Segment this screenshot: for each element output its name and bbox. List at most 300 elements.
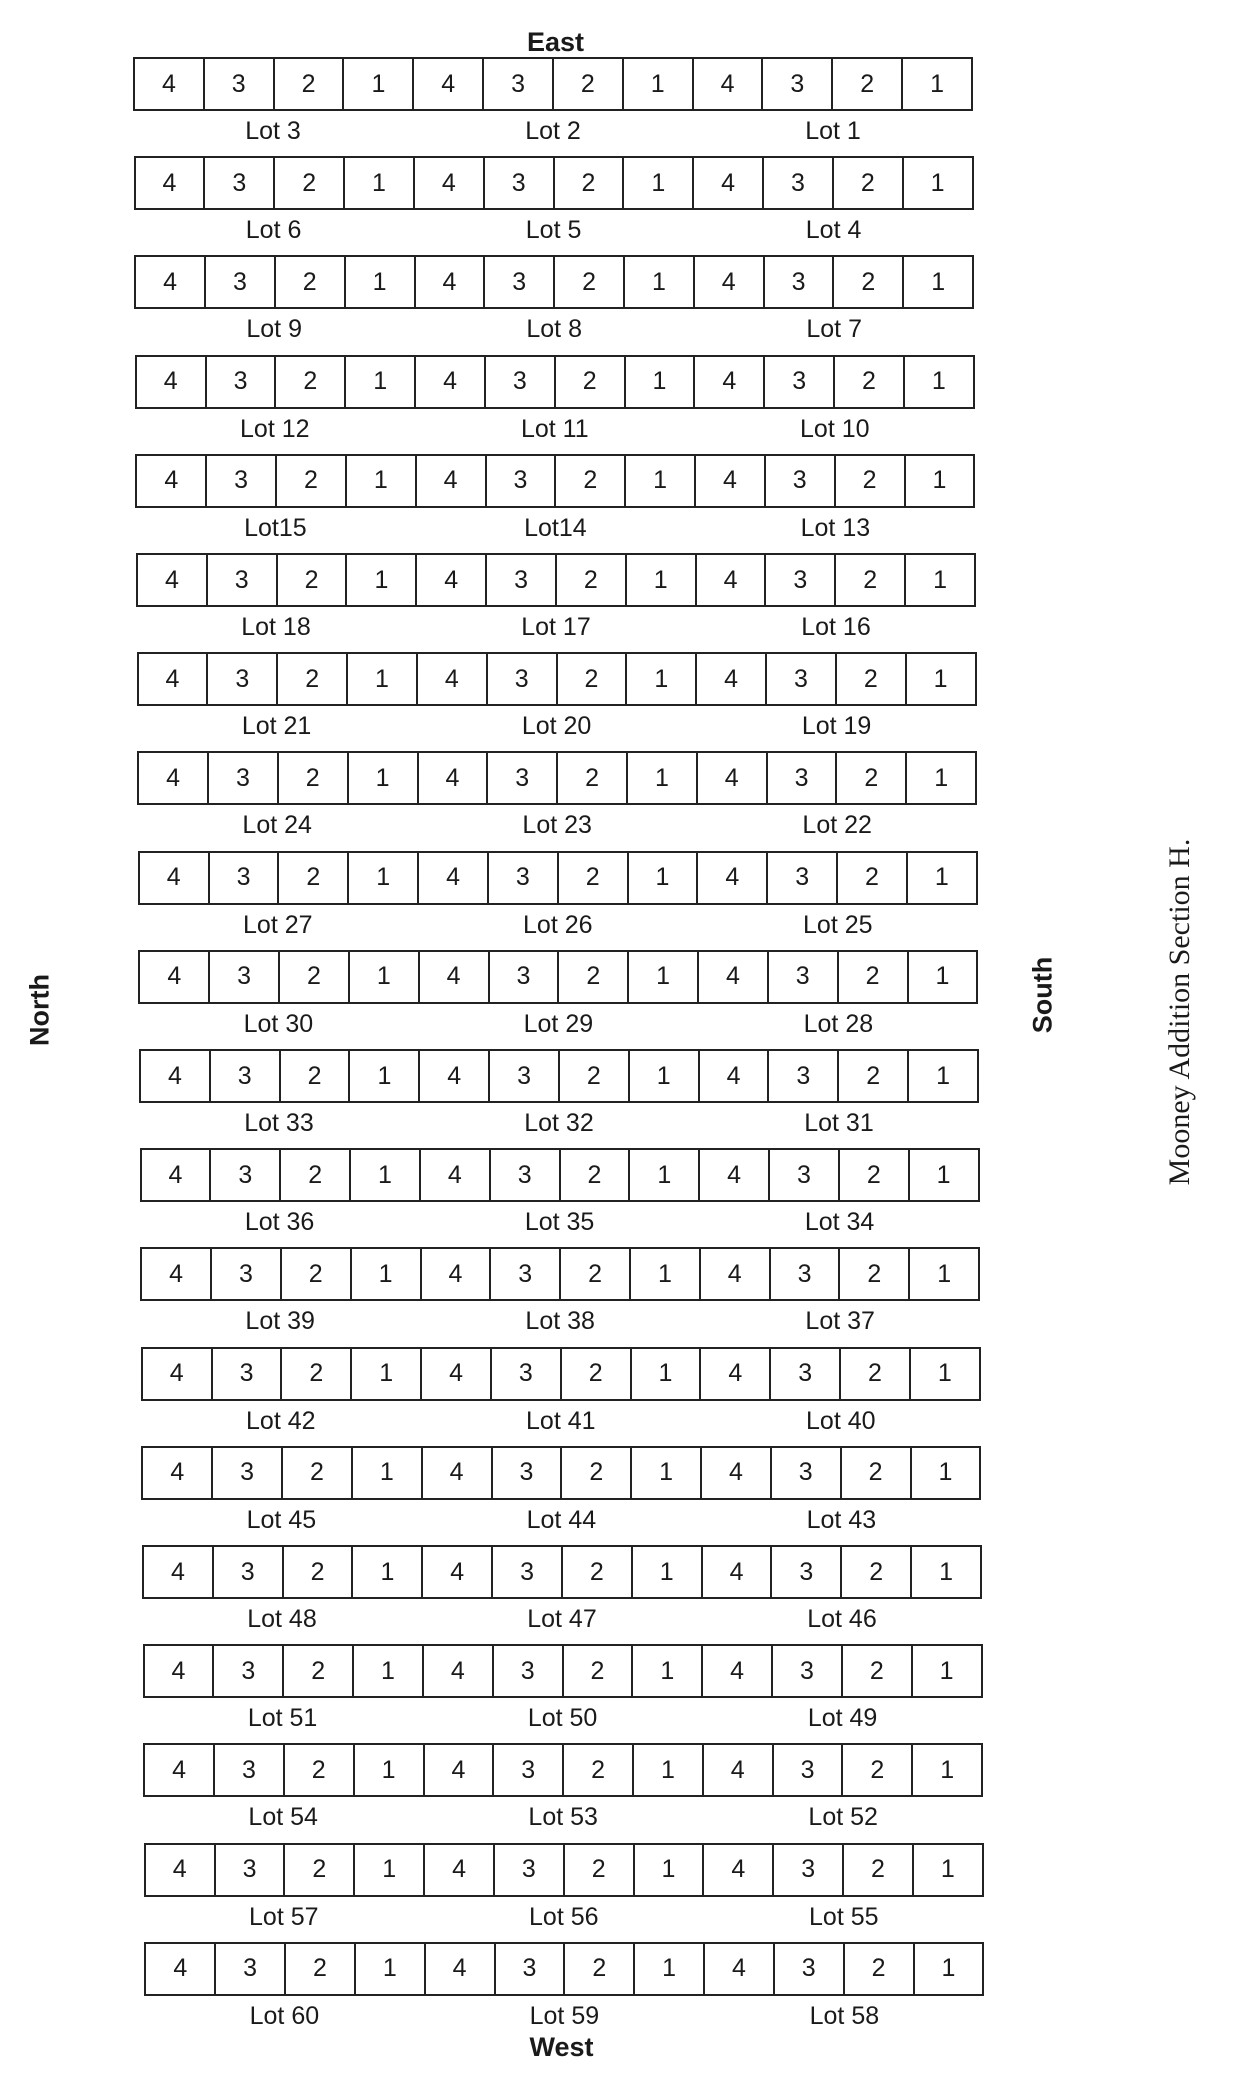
lot-label: Lot 46: [807, 1605, 877, 1633]
parcel-cell: 2: [835, 357, 905, 407]
lot-row: [141, 1446, 981, 1545]
parcel-strip: [137, 751, 977, 805]
parcel-cell: 2: [564, 1745, 634, 1795]
parcel-cell: 4: [137, 456, 207, 506]
lot-label: Lot 42: [246, 1406, 316, 1435]
parcel-cell: 2: [276, 257, 346, 307]
parcel-cell: 3: [773, 1646, 843, 1696]
parcel-cell: 1: [346, 357, 416, 407]
parcel-cell: 4: [705, 1944, 775, 1994]
parcel-cell: 4: [143, 1349, 213, 1399]
parcel-cell: 1: [632, 1448, 702, 1498]
parcel-cell: 1: [630, 1150, 700, 1200]
parcel-cell: 4: [419, 753, 489, 803]
lot-label: Lot 16: [801, 613, 871, 641]
parcel-cell: 4: [704, 1745, 774, 1795]
parcel-cell: 2: [842, 1547, 912, 1597]
parcel-cell: 3: [491, 1249, 561, 1299]
parcel-cell: 1: [356, 1944, 426, 1994]
compass-label-north: North: [24, 974, 55, 1046]
parcel-strip: [133, 57, 973, 111]
parcel-strip: [142, 1545, 982, 1599]
parcel-cell: 3: [216, 1845, 286, 1895]
parcel-cell: 4: [696, 456, 766, 506]
parcel-cell: 3: [766, 456, 836, 506]
parcel-cell: 2: [278, 555, 348, 605]
lot-label: Lot 38: [525, 1307, 595, 1336]
parcel-cell: 3: [492, 1349, 562, 1399]
parcel-cell: 3: [210, 853, 280, 903]
lot-label: Lot 43: [806, 1505, 877, 1534]
parcel-cell: 1: [346, 257, 416, 307]
parcel-cell: 4: [416, 357, 486, 407]
lot-label: Lot 12: [240, 414, 310, 443]
parcel-cell: 4: [699, 952, 769, 1002]
parcel-cell: 4: [417, 456, 487, 506]
lot-label-row: [142, 1599, 982, 1639]
lot-row: [134, 255, 974, 354]
parcel-cell: 3: [490, 952, 560, 1002]
compass-label-east: East: [526, 27, 585, 57]
lot-row: [137, 751, 977, 850]
lot-row: [144, 1942, 984, 2041]
parcel-cell: 2: [556, 456, 626, 506]
parcel-cell: 1: [635, 1845, 705, 1895]
parcel-cell: 1: [939, 1656, 954, 1685]
parcel-strip: [139, 1049, 979, 1103]
lot-label-row: [137, 805, 977, 845]
parcel-cell: 2: [834, 257, 904, 307]
lot-label: Lot 17: [521, 613, 591, 641]
parcel-cell: 2: [557, 555, 627, 605]
parcel-cell: 3: [484, 59, 554, 109]
parcel-cell: 1: [355, 1745, 425, 1795]
lot-label: Lot 22: [802, 811, 872, 840]
parcel-cell: 4: [423, 1448, 493, 1498]
lot-label: Lot 4: [805, 216, 862, 245]
parcel-cell: 3: [211, 1150, 281, 1200]
lot-label: Lot 58: [809, 2001, 880, 2030]
parcel-cell: 4: [136, 158, 206, 208]
parcel-cell: 1: [931, 267, 946, 296]
lot-row: [138, 851, 978, 950]
parcel-cell: 4: [422, 1249, 492, 1299]
parcel-cell: 2: [275, 59, 345, 109]
compass-label-west: West: [529, 2032, 594, 2062]
parcel-strip: [141, 1446, 981, 1500]
parcel-cell: 2: [558, 654, 628, 704]
parcel-cell: 1: [933, 664, 948, 693]
parcel-cell: 4: [703, 1547, 773, 1597]
parcel-strip: [135, 454, 975, 508]
parcel-cell: 3: [211, 1051, 281, 1101]
parcel-cell: 1: [353, 1448, 423, 1498]
parcel-cell: 2: [280, 952, 350, 1002]
parcel-cell: 4: [694, 158, 764, 208]
parcel-strip: [143, 1644, 983, 1698]
parcel-cell: 1: [931, 367, 946, 396]
parcel-cell: 2: [561, 1150, 631, 1200]
parcel-cell: 1: [344, 59, 414, 109]
lot-row: [136, 553, 976, 652]
lot-label: Lot 13: [800, 513, 871, 542]
parcel-cell: 2: [565, 1944, 635, 1994]
parcel-cell: 2: [282, 1249, 352, 1299]
parcel-cell: 2: [840, 1150, 910, 1200]
lot-row: [133, 57, 973, 156]
parcel-cell: 4: [697, 555, 767, 605]
parcel-cell: 3: [493, 1547, 563, 1597]
lot-label-row: [137, 706, 977, 746]
parcel-strip: [140, 1148, 980, 1202]
lot-row: [142, 1545, 982, 1644]
lot-label-row: [144, 1996, 984, 2036]
parcel-cell: 3: [765, 257, 835, 307]
lot-label: Lot 5: [525, 216, 582, 245]
parcel-cell: 2: [841, 1349, 911, 1399]
parcel-cell: 3: [214, 1547, 284, 1597]
parcel-cell: 2: [556, 357, 626, 407]
parcel-cell: 2: [843, 1745, 913, 1795]
parcel-cell: 1: [347, 555, 417, 605]
parcel-cell: 3: [215, 1745, 285, 1795]
parcel-cell: 4: [698, 753, 768, 803]
parcel-strip: [134, 156, 974, 210]
lot-label-row: [134, 309, 974, 349]
parcel-cell: 4: [138, 555, 208, 605]
parcel-cell: 1: [345, 158, 415, 208]
parcel-cell: 1: [626, 456, 696, 506]
lot-label: Lot 36: [244, 1208, 315, 1237]
parcel-cell: 2: [285, 1845, 355, 1895]
parcel-cell: 3: [486, 357, 556, 407]
parcel-cell: 2: [837, 753, 907, 803]
parcel-cell: 3: [772, 1547, 842, 1597]
lot-row: [140, 1148, 980, 1247]
parcel-cell: 3: [213, 1448, 283, 1498]
parcel-cell: 1: [938, 1458, 953, 1487]
parcel-cell: 4: [700, 1051, 770, 1101]
lot-label: Lot 7: [806, 315, 862, 344]
parcel-cell: 3: [205, 59, 275, 109]
parcel-cell: 2: [278, 654, 348, 704]
parcel-cell: 1: [349, 753, 419, 803]
parcel-cell: 1: [349, 853, 419, 903]
lot-label-row: [140, 1301, 980, 1341]
lot-label: Lot 39: [245, 1307, 315, 1336]
parcel-cell: 2: [281, 1150, 351, 1200]
parcel-cell: 1: [625, 257, 695, 307]
parcel-cell: 3: [212, 1249, 282, 1299]
parcel-cell: 1: [355, 1845, 425, 1895]
parcel-cell: 4: [418, 654, 488, 704]
parcel-cell: 3: [775, 1944, 845, 1994]
parcel-cell: 3: [488, 753, 558, 803]
parcel-cell: 3: [770, 1150, 840, 1200]
parcel-cell: 4: [701, 1349, 771, 1399]
parcel-cell: 1: [930, 69, 944, 98]
lot-row: [139, 1049, 979, 1148]
lot-label: Lot 37: [805, 1307, 875, 1336]
parcel-cell: 4: [139, 654, 209, 704]
parcel-cell: 4: [423, 1547, 493, 1597]
lot-label: Lot14: [524, 513, 587, 542]
parcel-cell: 4: [144, 1547, 214, 1597]
parcel-cell: 2: [286, 1944, 356, 1994]
plat-title: Mooney Addition Section H.: [1163, 838, 1196, 1186]
parcel-strip: [138, 851, 978, 905]
lot-row: [144, 1843, 984, 1942]
parcel-cell: 1: [354, 1646, 424, 1696]
parcel-cell: 3: [207, 357, 277, 407]
parcel-cell: 4: [140, 952, 210, 1002]
lot-label: Lot 35: [524, 1208, 595, 1237]
lot-label: Lot 8: [526, 315, 582, 344]
lot-label: Lot 55: [809, 1902, 879, 1931]
lot-label-row: [139, 1103, 979, 1143]
parcel-cell: 2: [559, 952, 629, 1002]
parcel-cell: 3: [493, 1448, 563, 1498]
parcel-cell: 1: [635, 1944, 705, 1994]
parcel-cell: 2: [838, 853, 908, 903]
parcel-cell: 2: [565, 1845, 635, 1895]
parcel-cell: 1: [939, 1557, 953, 1586]
parcel-cell: 4: [701, 1249, 771, 1299]
parcel-cell: 1: [634, 1745, 704, 1795]
parcel-cell: 4: [697, 654, 767, 704]
parcel-cell: 4: [704, 1845, 774, 1895]
lot-label-row: [138, 1004, 978, 1044]
lot-row: [140, 1247, 980, 1346]
parcel-cell: 1: [350, 952, 420, 1002]
parcel-cell: 2: [555, 257, 625, 307]
parcel-cell: 3: [209, 753, 279, 803]
parcel-cell: 4: [136, 257, 206, 307]
parcel-cell: 4: [143, 1448, 213, 1498]
parcel-cell: 4: [142, 1150, 212, 1200]
parcel-cell: 2: [284, 1547, 354, 1597]
parcel-cell: 1: [352, 1349, 422, 1399]
parcel-cell: 3: [205, 158, 275, 208]
lot-label: Lot 57: [249, 1902, 319, 1931]
parcel-cell: 2: [562, 1448, 632, 1498]
lot-label-row: [144, 1897, 984, 1937]
compass-label-south: South: [1027, 956, 1058, 1034]
parcel-cell: 3: [766, 555, 836, 605]
parcel-cell: 1: [632, 1349, 702, 1399]
lot-label: Lot 19: [801, 712, 872, 741]
parcel-cell: 3: [496, 1944, 566, 1994]
parcel-cell: 2: [839, 1051, 909, 1101]
parcel-cell: 4: [420, 1051, 490, 1101]
lot-label: Lot 29: [523, 1009, 594, 1038]
parcel-cell: 1: [628, 753, 698, 803]
parcel-cell: 4: [145, 1745, 215, 1795]
parcel-cell: 2: [836, 456, 906, 506]
parcel-cell: 2: [839, 952, 909, 1002]
lot-label: Lot 47: [527, 1605, 597, 1633]
parcel-cell: 4: [146, 1845, 216, 1895]
lot-label-row: [136, 607, 976, 647]
lot-label-row: [135, 508, 975, 548]
parcel-cell: 1: [934, 763, 949, 792]
parcel-cell: 3: [488, 654, 558, 704]
parcel-cell: 3: [771, 1349, 841, 1399]
lot-label: Lot 48: [247, 1605, 317, 1633]
parcel-cell: 4: [700, 1150, 770, 1200]
lot-label: Lot 52: [808, 1803, 878, 1832]
lot-label: Lot 54: [248, 1803, 318, 1832]
parcel-cell: 1: [630, 1051, 700, 1101]
parcel-cell: 1: [624, 59, 694, 109]
lot-label: Lot 23: [522, 811, 592, 840]
parcel-cell: 3: [210, 952, 280, 1002]
lot-label: Lot 1: [805, 117, 861, 145]
lot-label: Lot 49: [807, 1704, 878, 1733]
lot-label: Lot 50: [527, 1704, 598, 1733]
parcel-cell: 1: [936, 1061, 950, 1090]
parcel-cell: 1: [633, 1646, 703, 1696]
lot-label: Lot 30: [243, 1009, 314, 1038]
parcel-cell: 3: [206, 257, 276, 307]
lot-label: Lot 44: [526, 1505, 597, 1534]
parcel-cell: 2: [564, 1646, 634, 1696]
lot-label: Lot 27: [243, 910, 313, 939]
parcel-strip: [144, 1843, 984, 1897]
parcel-cell: 4: [146, 1944, 216, 1994]
parcel-cell: 4: [422, 1349, 492, 1399]
lot-row: [143, 1644, 983, 1743]
parcel-cell: 4: [140, 853, 210, 903]
parcel-cell: 2: [845, 1944, 915, 1994]
lot-label: Lot 53: [528, 1803, 598, 1832]
parcel-cell: 3: [216, 1944, 286, 1994]
parcel-cell: 4: [135, 59, 205, 109]
parcel-cell: 1: [624, 158, 694, 208]
lot-label: Lot 2: [525, 117, 581, 145]
parcel-cell: 3: [487, 555, 557, 605]
parcel-strip: [141, 1347, 981, 1401]
parcel-cell: 1: [627, 555, 697, 605]
parcel-cell: 3: [208, 654, 278, 704]
parcel-strip: [136, 553, 976, 607]
parcel-cell: 1: [353, 1547, 423, 1597]
parcel-cell: 1: [627, 654, 697, 704]
parcel-cell: 3: [495, 1845, 565, 1895]
parcel-cell: 1: [940, 1855, 955, 1884]
parcel-cell: 1: [937, 1259, 952, 1288]
parcel-strip: [144, 1942, 984, 1996]
parcel-cell: 2: [843, 1646, 913, 1696]
parcel-cell: 3: [774, 1845, 844, 1895]
parcel-cell: 3: [490, 1051, 560, 1101]
parcel-cell: 4: [698, 853, 768, 903]
parcel-cell: 1: [626, 357, 696, 407]
lot-label: Lot 34: [804, 1208, 875, 1237]
lot-label: Lot 33: [244, 1109, 314, 1137]
parcel-cell: 1: [936, 1160, 951, 1189]
lot-label-row: [143, 1698, 983, 1738]
lot-label: Lot 6: [245, 216, 302, 245]
lot-row: [143, 1743, 983, 1842]
parcel-cell: 1: [935, 962, 950, 991]
parcel-cell: 2: [844, 1845, 914, 1895]
parcel-cell: 2: [281, 1051, 351, 1101]
parcel-cell: 1: [629, 853, 699, 903]
parcel-cell: 1: [351, 1150, 421, 1200]
parcel-cell: 1: [633, 1547, 703, 1597]
parcel-cell: 3: [494, 1646, 564, 1696]
lot-label: Lot 56: [529, 1902, 599, 1931]
parcel-cell: 1: [941, 1954, 956, 1983]
parcel-cell: 4: [414, 59, 484, 109]
parcel-cell: 4: [137, 357, 207, 407]
parcel-strip: [138, 950, 978, 1004]
parcel-cell: 3: [767, 654, 837, 704]
parcel-cell: 2: [555, 158, 625, 208]
parcel-cell: 2: [559, 853, 629, 903]
parcel-cell: 3: [487, 456, 557, 506]
lot-row: [135, 355, 975, 454]
parcel-cell: 2: [562, 1349, 632, 1399]
parcel-cell: 2: [558, 753, 628, 803]
parcel-cell: 3: [485, 257, 555, 307]
parcel-cell: 3: [764, 158, 834, 208]
parcel-strip: [143, 1743, 983, 1797]
parcel-cell: 4: [425, 1845, 495, 1895]
lot-label: Lot15: [244, 513, 307, 542]
parcel-cell: 4: [417, 555, 487, 605]
parcel-cell: 4: [139, 753, 209, 803]
parcel-cell: 3: [485, 158, 555, 208]
parcel-cell: 2: [840, 1249, 910, 1299]
lot-row: [141, 1347, 981, 1446]
parcel-strip: [140, 1247, 980, 1301]
lot-label: Lot 26: [523, 910, 593, 939]
parcel-cell: 4: [702, 1448, 772, 1498]
parcel-cell: 3: [207, 456, 277, 506]
lot-label: Lot 18: [241, 613, 311, 641]
lot-label-row: [135, 409, 975, 449]
parcel-cell: 3: [489, 853, 559, 903]
parcel-cell: 4: [694, 59, 764, 109]
parcel-cell: 1: [350, 1051, 420, 1101]
lot-label: Lot 10: [800, 414, 870, 443]
parcel-cell: 3: [769, 1051, 839, 1101]
parcel-cell: 3: [763, 59, 833, 109]
lot-label: Lot 25: [803, 910, 873, 939]
lot-label: Lot 51: [247, 1704, 318, 1733]
parcel-cell: 4: [415, 158, 485, 208]
parcel-cell: 2: [842, 1448, 912, 1498]
parcel-cell: 2: [834, 158, 904, 208]
parcel-cell: 3: [771, 1249, 841, 1299]
parcel-cell: 2: [279, 753, 349, 803]
parcel-cell: 2: [277, 456, 347, 506]
lot-row: [138, 950, 978, 1049]
parcel-cell: 4: [421, 1150, 491, 1200]
lot-label: Lot 41: [526, 1406, 596, 1435]
lot-label-row: [140, 1202, 980, 1242]
lot-label-row: [138, 905, 978, 945]
parcel-cell: 2: [285, 1745, 355, 1795]
lot-label: Lot 59: [529, 2001, 600, 2030]
parcel-strip: [137, 652, 977, 706]
lot-label-row: [143, 1797, 983, 1837]
parcel-cell: 2: [275, 158, 345, 208]
lot-label: Lot 21: [241, 712, 312, 741]
parcel-cell: 2: [560, 1051, 630, 1101]
